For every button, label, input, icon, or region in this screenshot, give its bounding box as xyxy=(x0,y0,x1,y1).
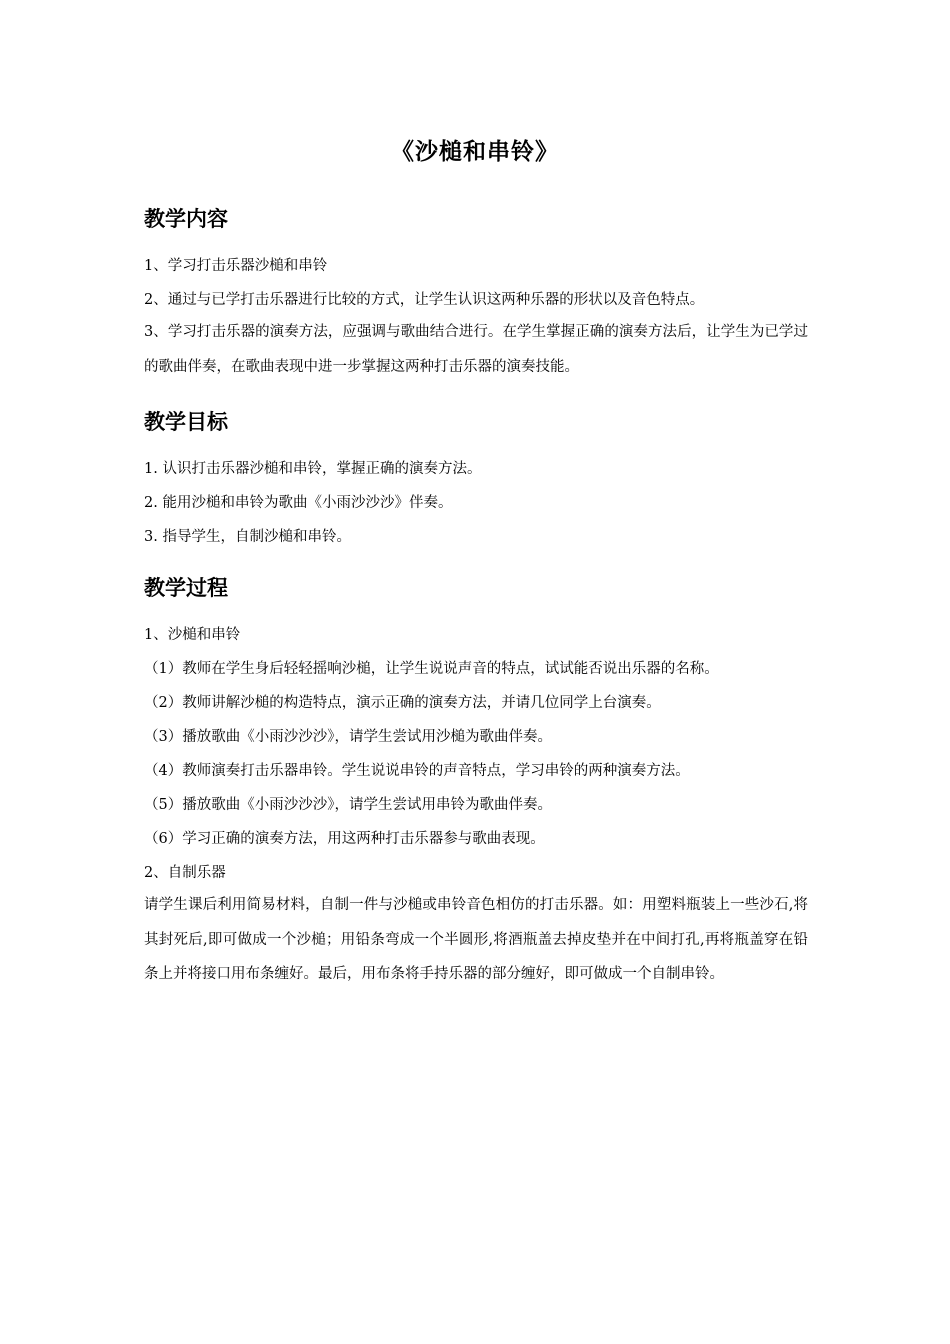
content-item-1: 1、学习打击乐器沙槌和串铃 xyxy=(144,258,328,274)
goal-item-1: 1. 认识打击乐器沙槌和串铃，掌握正确的演奏方法。 xyxy=(144,461,482,477)
goal-item-2: 2. 能用沙槌和串铃为歌曲《小雨沙沙沙》伴奏。 xyxy=(144,495,453,511)
process-step-2: （2）教师讲解沙槌的构造特点，演示正确的演奏方法，并请几位同学上台演奏。 xyxy=(144,695,661,711)
process-step-1: （1）教师在学生身后轻轻摇响沙槌，让学生说说声音的特点，试试能否说出乐器的名称。 xyxy=(144,661,719,677)
process-step-5: （5）播放歌曲《小雨沙沙沙》，请学生尝试用串铃为歌曲伴奏。 xyxy=(144,797,552,813)
process-step-3: （3）播放歌曲《小雨沙沙沙》，请学生尝试用沙槌为歌曲伴奏。 xyxy=(144,729,552,745)
process-step-4: （4）教师演奏打击乐器串铃。学生说说串铃的声音特点，学习串铃的两种演奏方法。 xyxy=(144,763,690,779)
section-heading-process: 教学过程 xyxy=(144,576,228,600)
document-title: 《沙槌和串铃》 xyxy=(391,139,559,165)
content-item-2: 2、通过与已学打击乐器进行比较的方式，让学生认识这两种乐器的形状以及音色特点。 xyxy=(144,292,705,308)
process-part2-title: 2、自制乐器 xyxy=(144,865,226,881)
process-part2-text: 请学生课后利用简易材料，自制一件与沙槌或串铃音色相仿的打击乐器。如：用塑料瓶装上一些沙石,将其封死后,即可做成一个沙槌；用铅条弯成一个半圆形,将酒瓶盖去掉皮垫并在中间打孔,再将瓶盖穿在铅条上并将接口用布条缠好。最后，用布条将手持乐器的部分缠好，即可做成一个自制串铃。 xyxy=(144,897,808,982)
section-heading-content: 教学内容 xyxy=(144,207,228,231)
goal-item-3: 3. 指导学生，自制沙槌和串铃。 xyxy=(144,529,351,545)
process-step-6: （6）学习正确的演奏方法，用这两种打击乐器参与歌曲表现。 xyxy=(144,831,545,847)
section-heading-goals: 教学目标 xyxy=(144,410,228,434)
process-part1-title: 1、沙槌和串铃 xyxy=(144,627,241,643)
content-item-3: 3、学习打击乐器的演奏方法，应强调与歌曲结合进行。在学生掌握正确的演奏方法后，让学生为已学过的歌曲伴奏，在歌曲表现中进一步掌握这两种打击乐器的演奏技能。 xyxy=(144,324,808,375)
